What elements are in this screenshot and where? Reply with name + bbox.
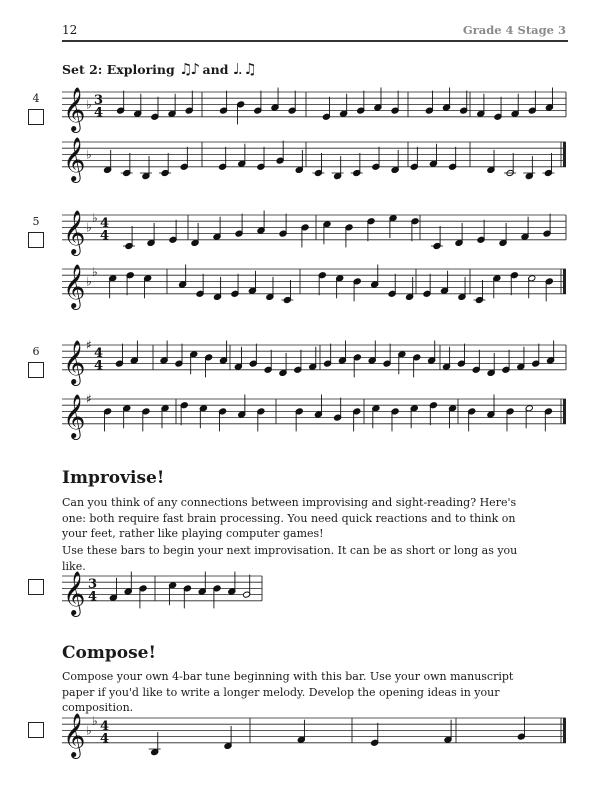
compose-heading: Compose! <box>62 643 156 663</box>
staff <box>62 87 566 133</box>
time-signature-bottom: 4 <box>94 358 104 374</box>
key-signature-accidental: ♭ <box>86 97 92 112</box>
time-signature-top: 4 <box>94 345 104 361</box>
time-signature-top: 3 <box>94 92 104 108</box>
final-barline-thick <box>563 718 566 743</box>
time-signature-bottom: 4 <box>94 105 104 121</box>
key-signature-accidental: ♭ <box>86 220 92 235</box>
key-signature-accidental: ♭ <box>86 723 92 738</box>
key-signature-accidental: ♯ <box>86 338 92 352</box>
improvise-heading: Improvise! <box>62 468 165 488</box>
treble-clef-icon: 𝄞 <box>63 263 86 308</box>
rhythm-1-icon: ♫♪ <box>179 60 199 78</box>
exercise-6-number: 6 <box>32 345 40 358</box>
exercise-4-number: 4 <box>32 92 40 105</box>
time-signature-bottom: 4 <box>88 589 98 605</box>
time-signature-bottom: 4 <box>100 731 110 747</box>
time-signature-top: 4 <box>100 215 110 231</box>
key-signature-accidental: ♯ <box>86 392 92 406</box>
set-joiner: and <box>202 62 229 77</box>
final-barline-thick <box>563 399 566 424</box>
key-signature-accidental: ♭ <box>92 211 98 226</box>
treble-clef-icon: 𝄞 <box>63 339 86 384</box>
treble-clef-icon: 𝄞 <box>63 136 86 181</box>
treble-clef-icon: 𝄞 <box>63 393 86 438</box>
time-signature-top: 4 <box>100 718 110 734</box>
rhythm-2-icon: ♩. ♫ <box>232 60 255 78</box>
treble-clef-icon: 𝄞 <box>63 86 86 131</box>
staff <box>62 264 566 310</box>
staff <box>62 392 566 440</box>
key-signature-accidental: ♭ <box>86 147 92 162</box>
key-signature-accidental: ♭ <box>92 714 98 729</box>
key-signature-accidental: ♭ <box>86 274 92 289</box>
treble-clef-icon: 𝄞 <box>63 570 86 615</box>
final-barline-thick <box>563 269 566 294</box>
time-signature-bottom: 4 <box>100 228 110 244</box>
staff <box>62 338 566 386</box>
treble-clef-icon: 𝄞 <box>63 712 86 757</box>
improvise-paragraph-2: Use these bars to begin your next improvisation. It can be as short or long as you like. <box>62 544 518 573</box>
page-number: 12 <box>62 23 78 37</box>
time-signature-top: 3 <box>88 576 98 592</box>
staff <box>62 571 262 617</box>
final-barline-thick <box>563 142 566 167</box>
improvise-paragraph-1: Can you think of any connections between improvising and sight-reading? Here's one: both require fast brain processing. You need quick reactions and to think on your feet, rather like playing computer games! <box>62 496 517 540</box>
set-label: Set 2: Exploring <box>62 62 175 77</box>
staff <box>62 713 566 759</box>
running-head: Grade 4 Stage 3 <box>462 23 566 37</box>
staff <box>62 137 566 183</box>
exercise-5-number: 5 <box>32 215 40 228</box>
compose-paragraph: Compose your own 4-bar tune beginning with this bar. Use your own manuscript paper if you'd like to write a longer melody. Develop the opening ideas in your composition. <box>62 670 514 714</box>
staff <box>62 210 566 256</box>
key-signature-accidental: ♭ <box>92 265 98 280</box>
treble-clef-icon: 𝄞 <box>63 209 86 254</box>
